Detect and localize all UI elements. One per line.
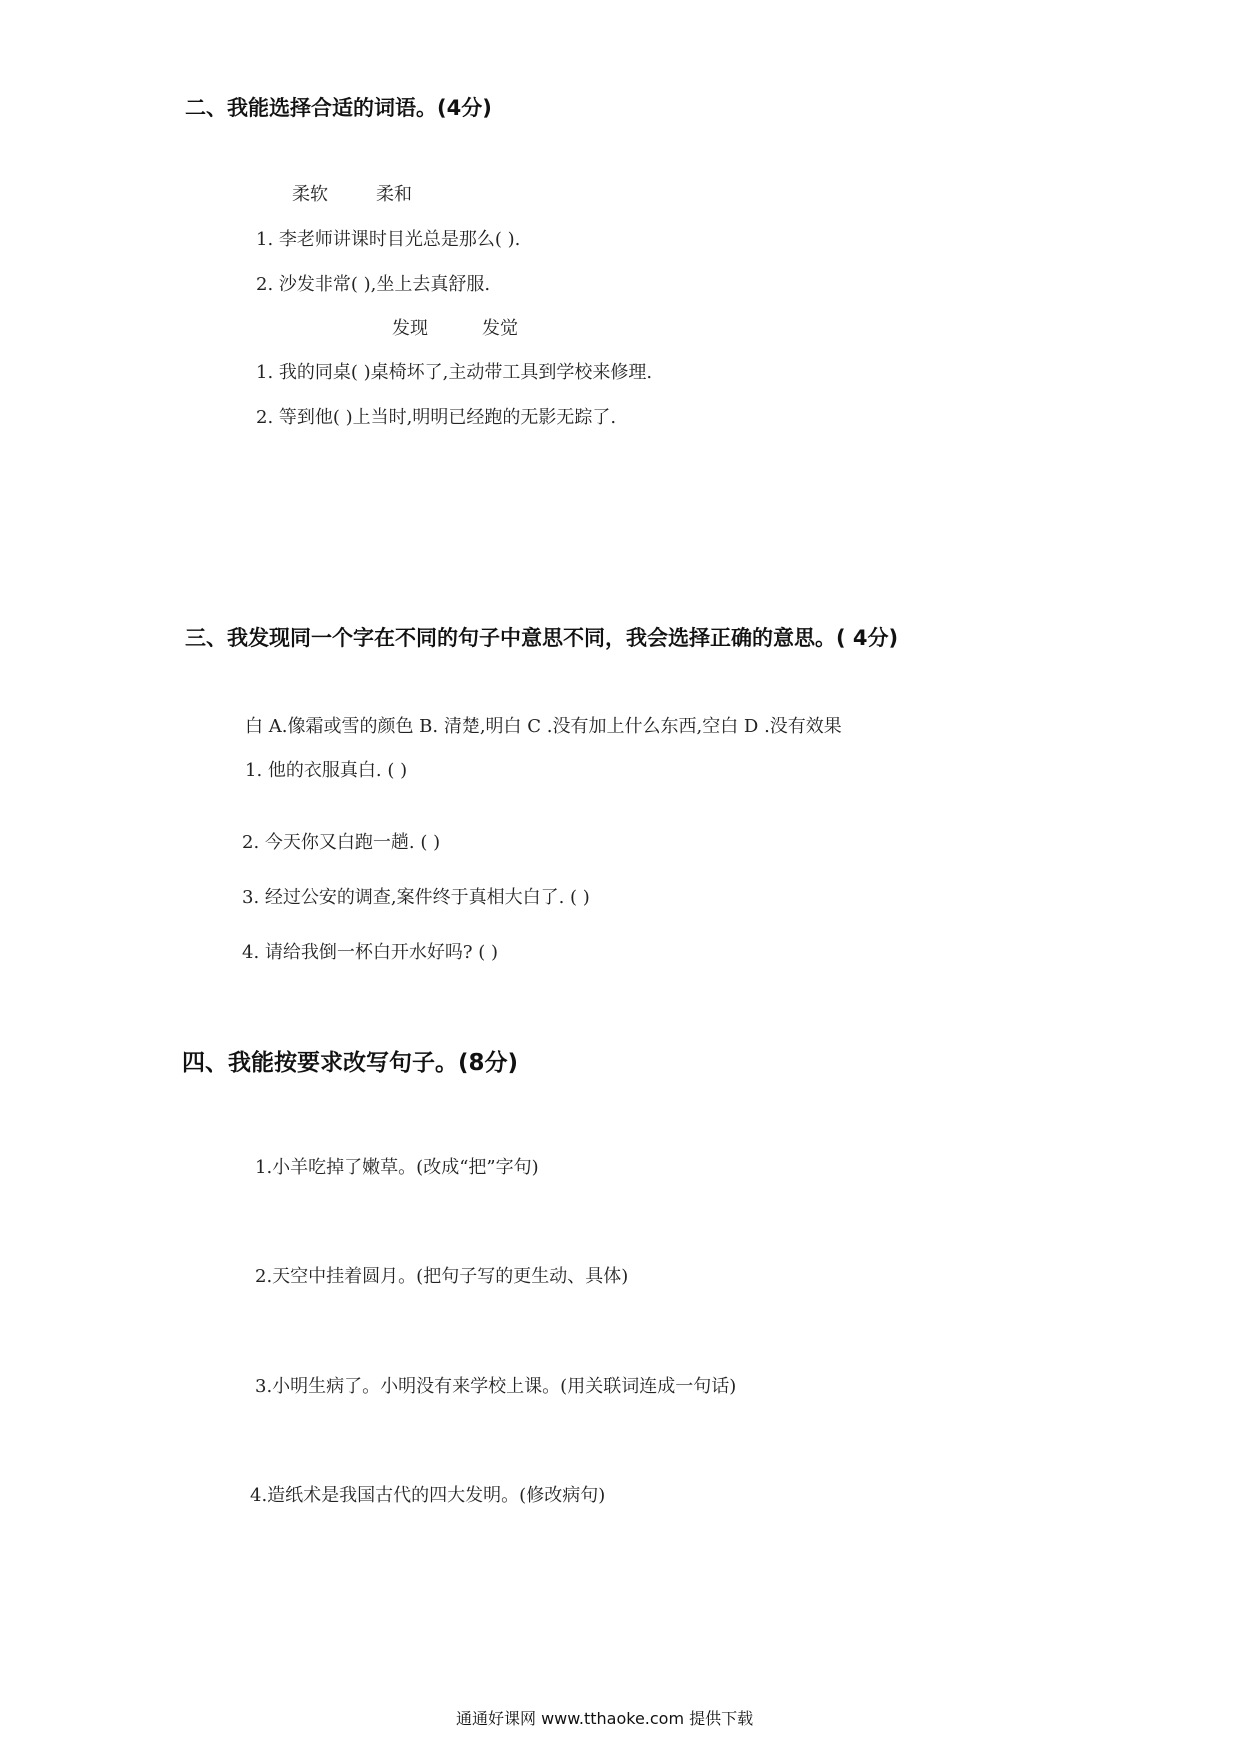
word-option-rouruan: 柔软 <box>292 184 328 205</box>
section-2-group-1-item-1: 1. 李老师讲课时目光总是那么( ). <box>256 229 521 250</box>
section-3-meaning-options: 白 A.像霜或雪的颜色 B. 清楚,明白 C .没有加上什么东西,空白 D .没有效果 <box>245 716 842 737</box>
word-option-fajue: 发觉 <box>482 318 518 339</box>
section-4-item-4: 4.造纸术是我国古代的四大发明。(修改病句) <box>250 1485 606 1506</box>
page-footer: 通通好课网 www.tthaoke.com 提供下载 <box>456 1709 754 1728</box>
section-2-group-2-item-1: 1. 我的同桌( )桌椅坏了,主动带工具到学校来修理. <box>256 362 653 383</box>
section-3-heading: 三、我发现同一个字在不同的句子中意思不同，我会选择正确的意思。( 4分) <box>185 626 899 650</box>
word-option-rouhe: 柔和 <box>376 184 412 205</box>
section-4-item-1: 1.小羊吃掉了嫩草。(改成“把”字句) <box>255 1157 539 1178</box>
section-2-group-2-item-2: 2. 等到他( )上当时,明明已经跑的无影无踪了. <box>256 407 617 428</box>
section-4-heading: 四、我能按要求改写句子。(8分) <box>182 1050 519 1076</box>
word-option-faxian: 发现 <box>392 318 428 339</box>
section-4-item-2: 2.天空中挂着圆月。(把句子写的更生动、具体) <box>255 1266 629 1287</box>
section-3-item-4: 4. 请给我倒一杯白开水好吗? ( ) <box>242 942 499 963</box>
section-2-heading: 二、我能选择合适的词语。(4分) <box>185 96 492 120</box>
section-3-item-1: 1. 他的衣服真白. ( ) <box>245 760 408 781</box>
section-2-group-1-item-2: 2. 沙发非常( ),坐上去真舒服. <box>256 274 491 295</box>
section-3-item-3: 3. 经过公安的调查,案件终于真相大白了. ( ) <box>242 887 590 908</box>
section-3-item-2: 2. 今天你又白跑一趟. ( ) <box>242 832 441 853</box>
section-4-item-3: 3.小明生病了。小明没有来学校上课。(用关联词连成一句话) <box>255 1376 737 1397</box>
